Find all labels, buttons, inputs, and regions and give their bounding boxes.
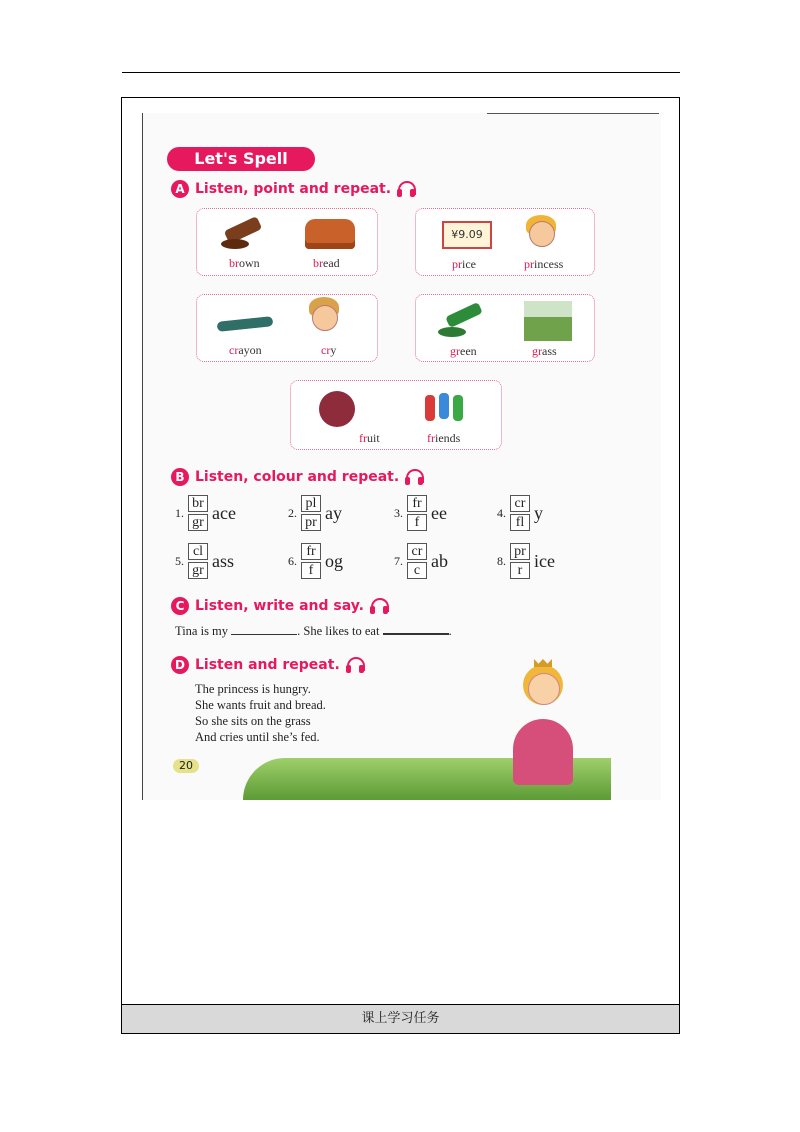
choice-1: 1. br gr ace (175, 496, 236, 530)
princess-face-icon (528, 673, 560, 705)
word-box-price-princess (415, 208, 595, 276)
section-b-title: Listen, colour and repeat. (195, 469, 400, 485)
page-top-line (487, 113, 659, 114)
choice-2-top[interactable]: pl (301, 495, 321, 512)
friend-2-icon (439, 393, 449, 419)
fruit-basket-icon (319, 391, 355, 427)
friend-3-icon (453, 395, 463, 421)
crown-icon (534, 659, 552, 667)
section-d-heading (171, 655, 364, 675)
choice-6-bottom[interactable]: f (301, 562, 321, 579)
choice-7-bottom[interactable]: c (407, 562, 427, 579)
section-d-badge: D (171, 656, 189, 674)
word-cry: cry (321, 343, 337, 357)
section-a-title: Listen, point and repeat. (195, 181, 392, 197)
green-paint-blob-icon (438, 327, 466, 337)
poem-line-4: And cries until she’s fed. (195, 730, 320, 744)
price-tag-icon: ¥9.09 (442, 221, 492, 249)
choice-8-top[interactable]: pr (510, 543, 530, 560)
section-c-title: Listen, write and say. (195, 598, 364, 614)
footer-label: 课上学习任务 (361, 1011, 440, 1026)
brown-paint-blob-icon (221, 239, 249, 249)
crayon-icon (217, 316, 274, 332)
choice-5-top[interactable]: cl (188, 543, 208, 560)
choice-6: 6. fr f og (288, 544, 343, 578)
choice-2: 2. pl pr ay (288, 496, 342, 530)
section-d-title: Listen and repeat. (195, 657, 340, 673)
section-c-heading (171, 596, 388, 616)
headphones-icon[interactable] (370, 598, 388, 614)
section-c-badge: C (171, 597, 189, 615)
choice-4-bottom[interactable]: fl (510, 514, 530, 531)
princess-face-icon (529, 221, 555, 247)
textbook-page (142, 113, 661, 800)
word-bread: bread (313, 256, 340, 270)
headphones-icon[interactable] (397, 181, 415, 197)
word-green: green (450, 344, 477, 358)
poem (195, 681, 326, 745)
word-crayon: crayon (229, 343, 262, 357)
word-price: price (452, 257, 476, 271)
choice-8: 8. pr r ice (497, 544, 555, 578)
princess-dress-icon (513, 719, 573, 785)
choice-7-top[interactable]: cr (407, 543, 427, 560)
choice-6-top[interactable]: fr (301, 543, 321, 560)
friend-1-icon (425, 395, 435, 421)
choice-1-top[interactable]: br (188, 495, 208, 512)
section-c-sentence: Tina is my . She likes to eat . (175, 624, 452, 638)
grass-icon (524, 301, 572, 341)
choice-3-top[interactable]: fr (407, 495, 427, 512)
footer-bar (122, 1004, 679, 1033)
choice-3: 3. fr f ee (394, 496, 447, 530)
choice-7: 7. cr c ab (394, 544, 448, 578)
word-box-crayon-cry (196, 294, 378, 362)
crying-boy-icon (312, 305, 338, 331)
choice-5: 5. cl gr ass (175, 544, 234, 578)
word-grass: grass (532, 344, 557, 358)
blank-1[interactable] (231, 624, 297, 635)
poem-line-3: So she sits on the grass (195, 714, 311, 728)
top-rule (122, 72, 680, 73)
word-friends: friends (427, 431, 461, 445)
section-b-badge: B (171, 468, 189, 486)
headphones-icon[interactable] (405, 469, 423, 485)
choice-4: 4. cr fl y (497, 496, 543, 530)
word-box-green-grass (415, 294, 595, 362)
bread-icon (305, 219, 355, 249)
page-number: 20 (173, 759, 199, 773)
green-paint-icon (445, 302, 483, 328)
word-brown: brown (229, 256, 260, 270)
choice-4-top[interactable]: cr (510, 495, 530, 512)
word-box-brown-bread (196, 208, 378, 276)
word-box-fruit-friends (290, 380, 502, 450)
section-b-heading (171, 467, 423, 487)
section-a-heading (171, 179, 415, 199)
poem-line-2: She wants fruit and bread. (195, 698, 326, 712)
poem-line-1: The princess is hungry. (195, 682, 311, 696)
section-a-badge: A (171, 180, 189, 198)
choice-3-bottom[interactable]: f (407, 514, 427, 531)
choice-5-bottom[interactable]: gr (188, 562, 208, 579)
choice-8-bottom[interactable]: r (510, 562, 530, 579)
blank-2[interactable] (383, 623, 449, 635)
choice-1-bottom[interactable]: gr (188, 514, 208, 531)
headphones-icon[interactable] (346, 657, 364, 673)
choice-2-bottom[interactable]: pr (301, 514, 321, 531)
word-princess: princess (524, 257, 564, 271)
lets-spell-banner: Let's Spell (167, 147, 315, 171)
word-fruit: fruit (359, 431, 380, 445)
